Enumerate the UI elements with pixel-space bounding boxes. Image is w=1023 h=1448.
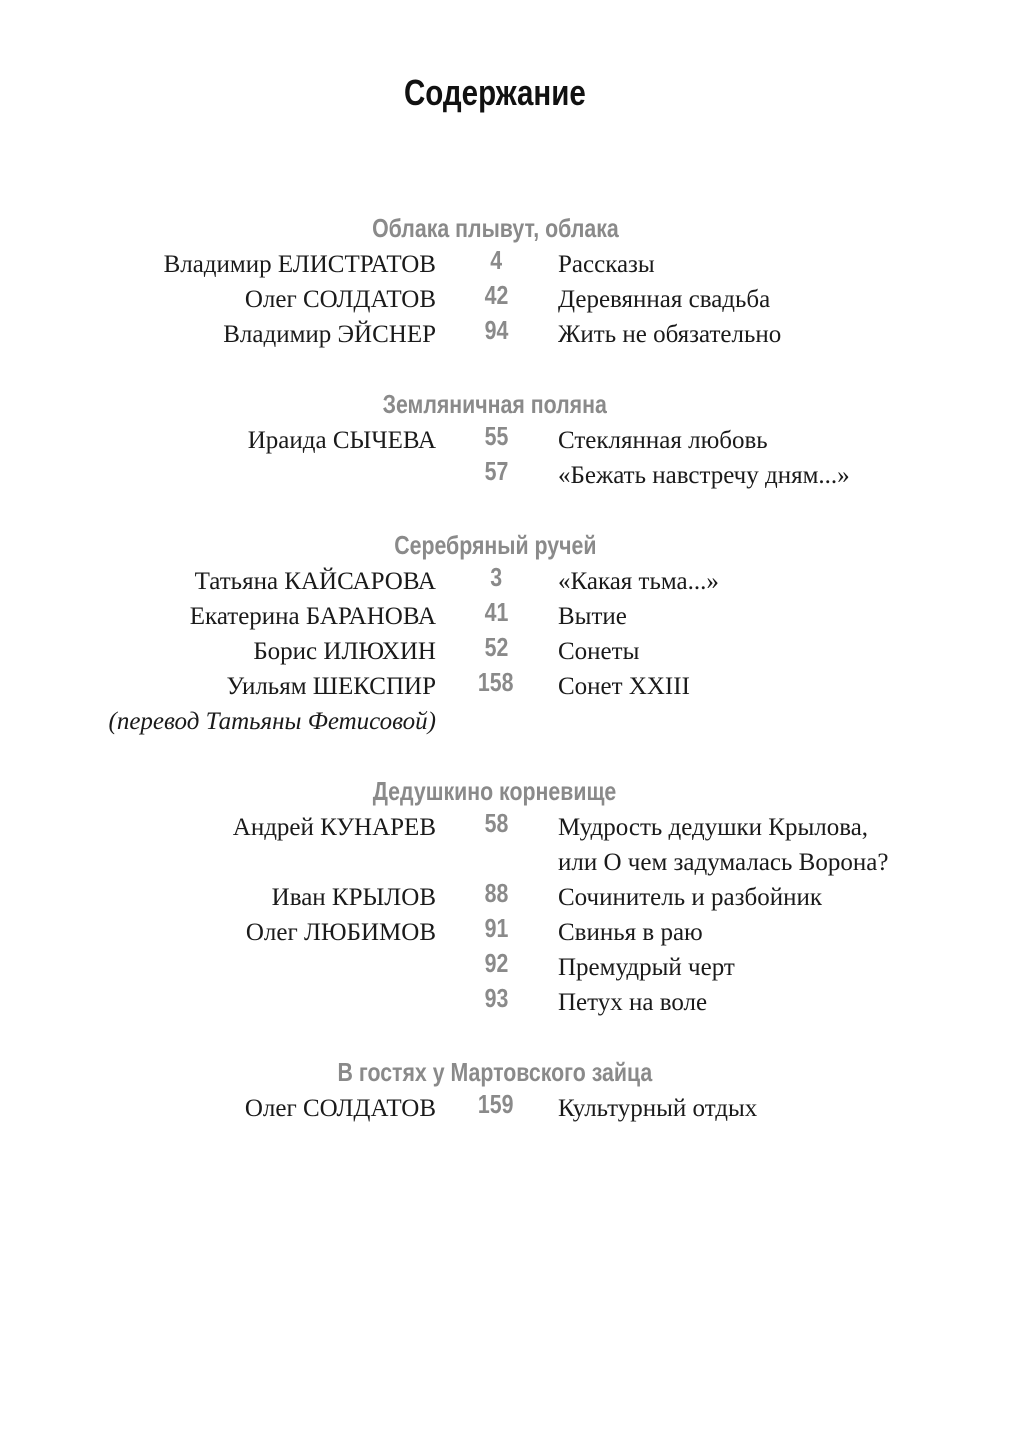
entry-author: Ираида СЫЧЕВА — [247, 427, 436, 454]
work-title-line: Сонет XXIII — [558, 673, 690, 700]
page-number-text: 41 — [484, 597, 508, 627]
toc-entry — [0, 915, 1023, 950]
page-number-text: 93 — [484, 983, 508, 1013]
entry-author: Уильям ШЕКСПИР — [226, 673, 436, 700]
table-of-contents — [0, 210, 1023, 1160]
entry-work-title — [558, 669, 690, 704]
toc-section — [0, 1054, 1023, 1126]
toc-entry — [0, 950, 1023, 985]
section-heading — [0, 210, 990, 247]
toc-entry — [0, 564, 1023, 599]
page-number-text: 4 — [490, 245, 502, 275]
entry-page-number — [456, 946, 536, 981]
work-title-line: Свинья в раю — [558, 919, 703, 946]
work-title-line: Стеклянная любовь — [558, 427, 768, 454]
toc-entry — [0, 634, 1023, 669]
section-heading-text: В гостях у Мартовского зайца — [337, 1057, 653, 1087]
entry-work-title — [558, 950, 735, 985]
entry-page-number — [456, 665, 536, 700]
entry-page-number — [456, 595, 536, 630]
work-title-line: Мудрость дедушки Крылова, — [558, 814, 869, 841]
page-number-text: 91 — [484, 913, 508, 943]
entry-work-title — [558, 599, 627, 634]
work-title-line: Вытие — [558, 603, 627, 630]
section-heading — [0, 1054, 990, 1091]
toc-section — [0, 210, 1023, 352]
toc-section — [0, 386, 1023, 493]
page-number-text: 55 — [484, 421, 508, 451]
toc-entry — [0, 880, 1023, 915]
work-title-line: или О чем задумалась Ворона? — [558, 849, 889, 876]
page-number-text: 52 — [484, 632, 508, 662]
page-number-text: 88 — [484, 878, 508, 908]
entry-page-number — [456, 243, 536, 278]
work-title-line: «Бежать навстречу дням...» — [558, 462, 850, 489]
toc-entry — [0, 985, 1023, 1020]
entry-work-title — [558, 247, 655, 282]
page-number-text: 158 — [478, 667, 514, 697]
toc-entry — [0, 458, 1023, 493]
toc-entry — [0, 247, 1023, 282]
entry-page-number — [456, 1087, 536, 1122]
section-heading — [0, 527, 990, 564]
entry-page-number — [456, 806, 536, 841]
work-title-line: Премудрый черт — [558, 954, 735, 981]
entry-page-number — [456, 911, 536, 946]
entry-work-title — [558, 317, 781, 352]
section-heading — [0, 386, 990, 423]
entry-author: Олег СОЛДАТОВ — [244, 1095, 436, 1122]
toc-section — [0, 773, 1023, 1020]
toc-entry — [0, 810, 1023, 880]
entry-author: Борис ИЛЮХИН — [253, 638, 436, 665]
entry-work-title — [558, 634, 639, 669]
section-heading-text: Серебряный ручей — [393, 530, 597, 560]
section-heading-text: Земляничная поляна — [382, 389, 608, 419]
entry-work-title — [558, 423, 768, 458]
entry-page-number — [456, 419, 536, 454]
work-title-line: Сонеты — [558, 638, 640, 665]
toc-entry — [0, 423, 1023, 458]
entry-author: Андрей КУНАРЕВ — [232, 814, 436, 841]
entry-page-number — [456, 313, 536, 348]
entry-author: Татьяна КАЙСАРОВА — [194, 568, 436, 595]
page-number-text: 92 — [484, 948, 508, 978]
entry-author: Олег ЛЮБИМОВ — [245, 919, 436, 946]
page-number-text: 42 — [484, 280, 508, 310]
page-number-text: 94 — [484, 315, 508, 345]
entry-work-title — [558, 564, 719, 599]
page-number-text: 159 — [478, 1089, 514, 1119]
entry-author: Иван КРЫЛОВ — [271, 884, 436, 911]
toc-entry — [0, 669, 1023, 704]
section-heading — [0, 773, 990, 810]
work-title-line: Деревянная свадьба — [558, 286, 771, 313]
entry-work-title — [558, 282, 770, 317]
toc-entry — [0, 599, 1023, 634]
work-title-line: Жить не обязательно — [558, 321, 782, 348]
work-title-line: Сочинитель и разбойник — [558, 884, 822, 911]
entry-page-number — [456, 454, 536, 489]
entry-author: Екатерина БАРАНОВА — [189, 603, 436, 630]
toc-entry — [0, 282, 1023, 317]
entry-page-number — [456, 560, 536, 595]
entry-work-title — [558, 880, 822, 915]
entry-page-number — [456, 278, 536, 313]
entry-author: Владимир ЭЙСНЕР — [223, 321, 436, 348]
toc-entry — [0, 1091, 1023, 1126]
work-title-line: «Какая тьма...» — [558, 568, 719, 595]
entry-work-title — [558, 985, 707, 1020]
entry-work-title — [558, 1091, 757, 1126]
toc-entry — [0, 317, 1023, 352]
page-number-text: 3 — [490, 562, 502, 592]
translator-line — [0, 704, 1023, 739]
entry-work-title — [558, 915, 703, 950]
work-title-line: Петух на воле — [558, 989, 708, 1016]
entry-page-number — [456, 876, 536, 911]
entry-author: Олег СОЛДАТОВ — [244, 286, 436, 313]
section-heading-text: Дедушкино корневище — [373, 776, 617, 806]
entry-page-number — [456, 981, 536, 1016]
entry-work-title — [558, 458, 850, 493]
entry-work-title — [558, 810, 888, 880]
work-title-line: Культурный отдых — [558, 1095, 758, 1122]
page-number-text: 58 — [484, 808, 508, 838]
page-title: Содержание — [404, 72, 586, 113]
entry-author: Владимир ЕЛИСТРАТОВ — [163, 251, 436, 278]
page-number-text: 57 — [484, 456, 508, 486]
entry-page-number — [456, 630, 536, 665]
section-heading-text: Облака плывут, облака — [371, 213, 619, 243]
work-title-line: Рассказы — [558, 251, 655, 278]
entry-translator: (перевод Татьяны Фетисовой) — [108, 708, 436, 735]
toc-section — [0, 527, 1023, 739]
